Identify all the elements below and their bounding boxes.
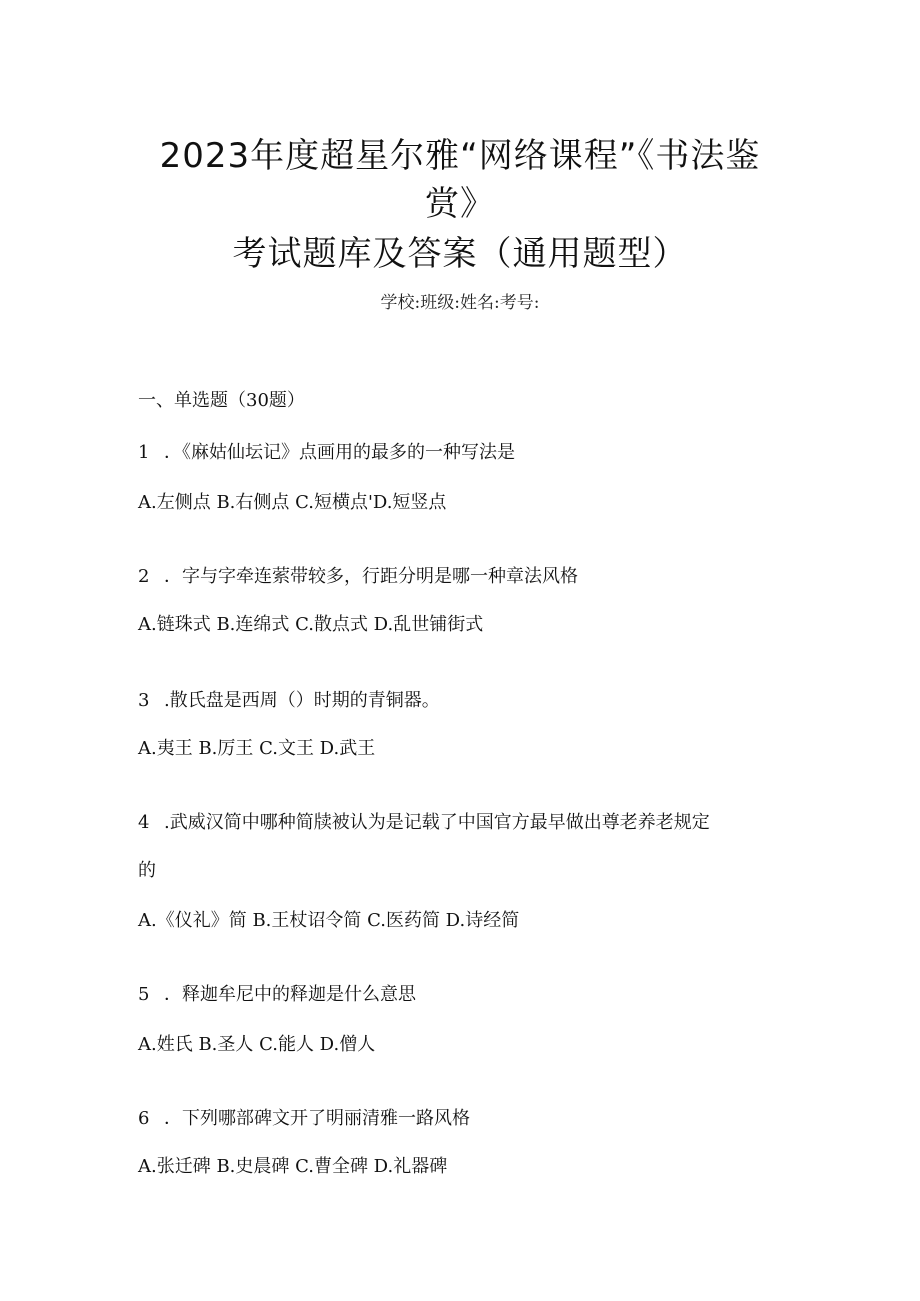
student-info-line: 学校:班级:姓名:考号: [380,293,540,313]
question-4-number: 4 [138,812,150,833]
question-6-text: ．下列哪部碑文开了明丽清雅一路风格 [164,1108,470,1129]
question-5-stem [138,980,416,1006]
question-5-options: A.姓氏 B.圣人 C.能人 D.僧人 [138,1034,376,1055]
question-3-options: A.夷王 B.厉王 C.文王 D.武王 [138,738,376,759]
question-2-options: A.链珠式 B.连绵式 C.散点式 D.乱世铺街式 [138,614,484,635]
question-3-text: .散氏盘是西周（）时期的青铜器。 [164,690,440,711]
question-5-text: ．释迦牟尼中的释迦是什么意思 [164,984,416,1005]
question-1-text: ．《麻姑仙坛记》点画用的最多的一种写法是 [164,442,515,463]
document-title-line-2: 赏》 [425,184,495,224]
question-6-stem [138,1104,470,1130]
question-4-text: .武威汉简中哪种简牍被认为是记载了中国官方最早做出尊老养老规定 [164,812,710,833]
question-6-number: 6 [138,1108,150,1129]
question-4-options: A.《仪礼》简 B.王杖诏令简 C.医药简 D.诗经简 [138,910,520,931]
question-1-number: 1 [138,442,150,463]
question-4-stem [138,808,710,834]
question-1-stem [138,438,515,464]
question-5-number: 5 [138,984,150,1005]
question-3-stem [138,686,440,712]
question-2-number: 2 [138,566,150,587]
question-2-stem [138,562,578,588]
question-4-stem-continuation: 的 [138,860,156,881]
question-1-options: A.左侧点 B.右侧点 C.短横点'D.短竖点 [138,492,447,513]
question-2-text: ．字与字牵连萦带较多，行距分明是哪一种章法风格 [164,566,578,587]
question-3-number: 3 [138,690,150,711]
document-title-line-1: 2023年度超星尔雅“网络课程”《书法鉴 [159,136,761,176]
document-title-line-3: 考试题库及答案（通用题型） [232,234,688,274]
question-6-options: A.张迁碑 B.史晨碑 C.曹全碑 D.礼器碑 [138,1156,448,1177]
section-heading: 一、单选题（30题） [138,390,305,411]
